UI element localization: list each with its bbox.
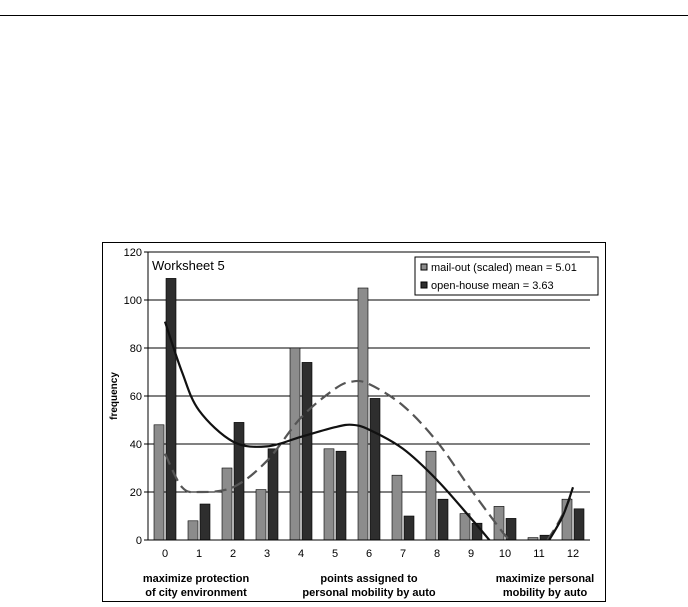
bar-open-house-2	[234, 422, 244, 540]
x-tick-label: 12	[566, 548, 580, 560]
bar-mail-out-7	[392, 475, 402, 540]
x-tick-label: 10	[498, 548, 512, 560]
x-tick-label: 6	[365, 548, 373, 560]
y-tick-label: 100	[123, 295, 142, 307]
bar-open-house-1	[200, 504, 210, 540]
y-tick-label: 0	[135, 535, 142, 547]
y-tick-label: 80	[129, 343, 142, 355]
legend-label-open-house: open-house mean = 3.63	[431, 280, 554, 292]
legend-swatch-open-house	[421, 282, 427, 288]
bar-open-house-0	[166, 278, 176, 540]
x-tick-label: 9	[467, 548, 475, 560]
bar-mail-out-3	[256, 490, 266, 540]
chart-title: Worksheet 5	[152, 258, 225, 273]
bar-mail-out-1	[188, 521, 198, 540]
bottom-label-center-1: points assigned to	[320, 573, 418, 585]
bar-mail-out-6	[358, 288, 368, 540]
bar-open-house-3	[268, 449, 278, 540]
bottom-label-right-2: mobility by auto	[502, 587, 588, 599]
x-tick-label: 3	[263, 548, 271, 560]
bar-mail-out-9	[460, 514, 470, 540]
x-tick-label: 0	[161, 548, 169, 560]
x-tick-label: 5	[331, 548, 339, 560]
bar-mail-out-8	[426, 451, 436, 540]
bar-open-house-7	[404, 516, 414, 540]
x-tick-label: 4	[297, 548, 305, 560]
x-tick-label: 2	[229, 548, 237, 560]
bottom-label-center-2: personal mobility by auto	[302, 587, 436, 599]
legend-swatch-mail-out	[421, 264, 427, 270]
legend-label-mail-out: mail-out (scaled) mean = 5.01	[431, 262, 577, 274]
bar-mail-out-5	[324, 449, 334, 540]
y-axis-label: frequency	[109, 372, 120, 420]
x-tick-label: 1	[195, 548, 203, 560]
bottom-label-right-1: maximize personal	[495, 573, 595, 585]
y-tick-label: 20	[129, 487, 142, 499]
bar-mail-out-4	[290, 348, 300, 540]
x-tick-label: 11	[533, 548, 545, 560]
bar-open-house-6	[370, 398, 380, 540]
bar-mail-out-0	[154, 425, 164, 540]
bars	[154, 278, 584, 540]
y-tick-label: 60	[129, 391, 142, 403]
x-tick-label: 8	[433, 548, 441, 560]
y-tick-label: 40	[129, 439, 142, 451]
legend	[415, 257, 598, 295]
bar-open-house-12	[574, 509, 584, 540]
bar-mail-out-2	[222, 468, 232, 540]
x-tick-label: 7	[399, 548, 407, 560]
bottom-label-left-2: of city environment	[145, 587, 247, 599]
bar-open-house-8	[438, 499, 448, 540]
bottom-label-left-1: maximize protection	[142, 573, 250, 585]
bar-open-house-4	[302, 362, 312, 540]
bar-open-house-5	[336, 451, 346, 540]
y-tick-label: 120	[123, 247, 142, 259]
